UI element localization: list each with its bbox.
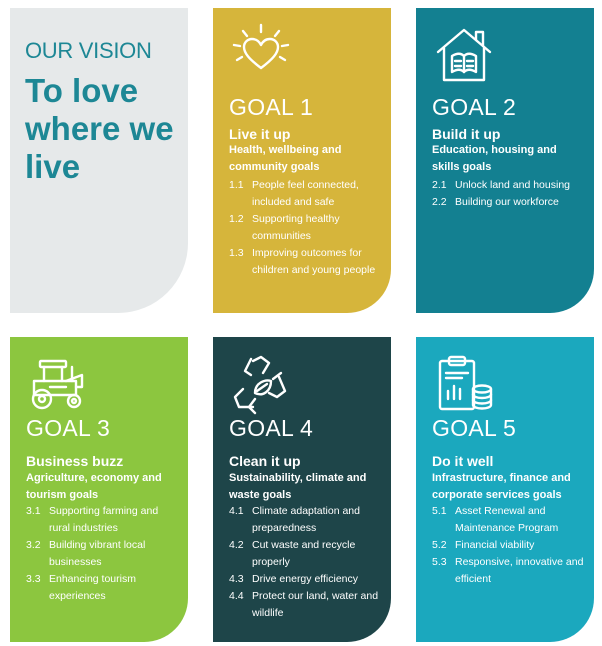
list-item: 5.2 Financial viability: [432, 539, 535, 551]
list-item: 1.1 People feel connected, included and safe: [229, 179, 359, 208]
list-item: 4.2 Cut waste and recycle properly: [229, 539, 356, 568]
vision-headline: To love where we live: [25, 72, 174, 185]
goal-3-card: [10, 337, 188, 642]
goal-items-list: [432, 503, 586, 588]
goal-subtitle: Sustainability, climate and waste goals: [229, 472, 367, 501]
goal-title: Business buzz: [26, 453, 124, 469]
goal-title: Live it up: [229, 126, 291, 142]
list-item: 3.2 Building vibrant local businesses: [26, 539, 146, 568]
list-item: 4.1 Climate adaptation and preparedness: [229, 505, 360, 534]
goal-subtitle: Health, wellbeing and community goals: [229, 144, 342, 173]
goal-items-list: [229, 177, 383, 279]
list-item: 5.1 Asset Renewal and Maintenance Program: [432, 505, 559, 534]
list-item: 5.3 Responsive, innovative and efficient: [432, 556, 584, 585]
goal-2-card: [416, 8, 594, 313]
goal-subtitle: Infrastructure, finance and corporate services goals: [432, 472, 571, 501]
goal-items-list: [432, 177, 586, 211]
goal-title: Do it well: [432, 453, 494, 469]
list-item: 3.3 Enhancing tourism experiences: [26, 573, 136, 602]
goal-number: GOAL 3: [26, 415, 111, 441]
goal-subtitle: Agriculture, economy and tourism goals: [26, 472, 162, 501]
goal-5-card: [416, 337, 594, 642]
tractor-icon: [26, 351, 90, 415]
list-item: 2.2 Building our workforce: [432, 196, 559, 208]
recycle-leaf-icon: [229, 351, 293, 415]
list-item: 1.2 Supporting healthy communities: [229, 213, 340, 242]
goal-title: Build it up: [432, 126, 501, 142]
house-book-icon: [432, 22, 496, 86]
goal-subtitle: Education, housing and skills goals: [432, 144, 557, 173]
list-item: 2.1 Unlock land and housing: [432, 179, 570, 191]
goal-number: GOAL 5: [432, 415, 517, 441]
list-item: 3.1 Supporting farming and rural industries: [26, 505, 159, 534]
goal-number: GOAL 1: [229, 94, 314, 120]
goal-items-list: [229, 503, 383, 622]
list-item: 1.3 Improving outcomes for children and young people: [229, 247, 376, 276]
list-item: 4.3 Drive energy efficiency: [229, 573, 359, 585]
goal-4-card: [213, 337, 391, 642]
goal-items-list: [26, 503, 180, 605]
vision-eyebrow: OUR VISION: [25, 38, 152, 63]
goal-title: Clean it up: [229, 453, 301, 469]
goal-number: GOAL 2: [432, 94, 517, 120]
clipboard-coins-icon: [432, 351, 496, 415]
goal-number: GOAL 4: [229, 415, 314, 441]
list-item: 4.4 Protect our land, water and wildlife: [229, 590, 379, 619]
heart-sun-icon: [229, 22, 293, 86]
goal-1-card: [213, 8, 391, 313]
vision-card: [10, 8, 188, 313]
